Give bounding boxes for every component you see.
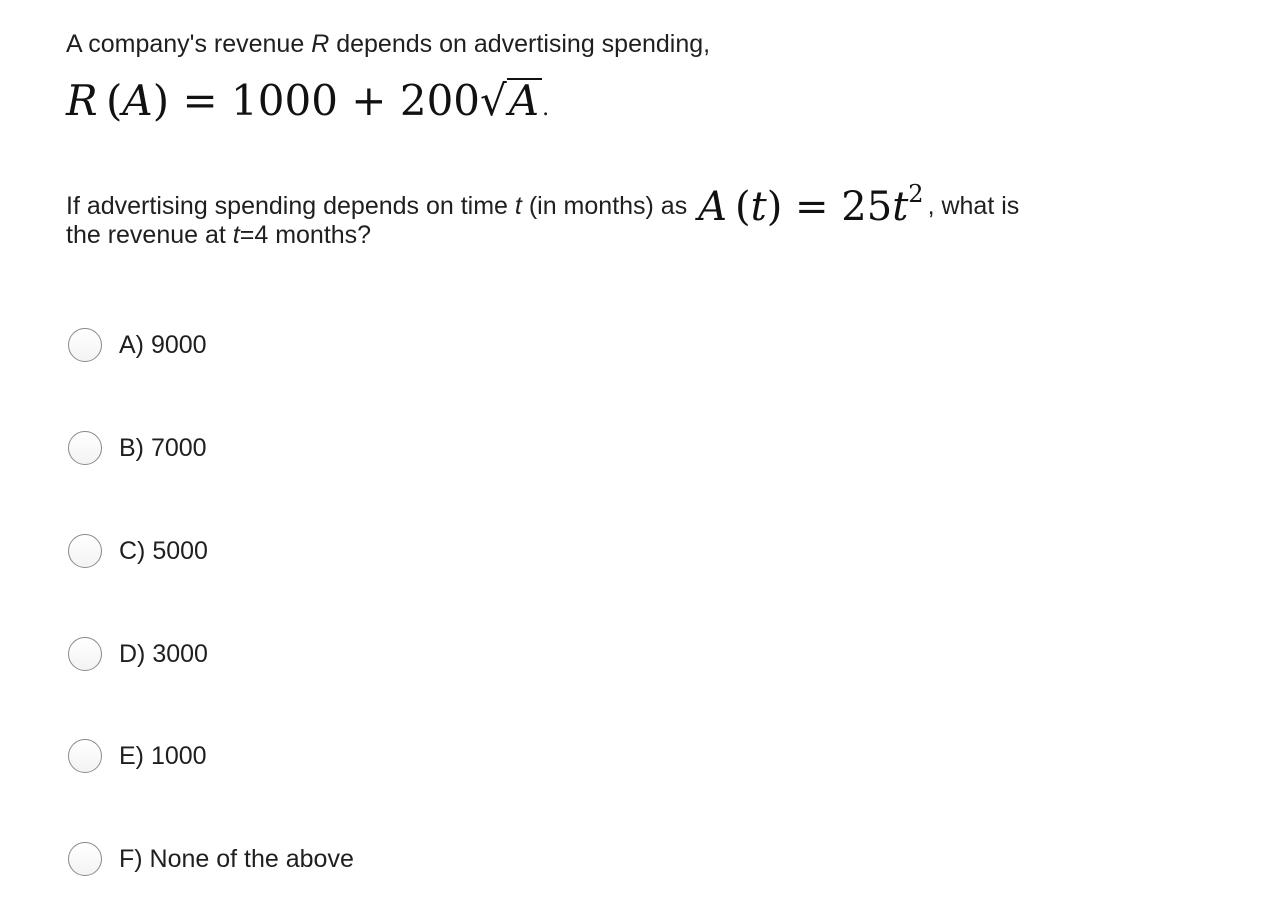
option-label: A) 9000 — [119, 330, 207, 359]
option-b[interactable] — [68, 428, 207, 468]
line3-rest: =4 months? — [239, 221, 372, 249]
spending-equation: A $(t) = 25t^2$ — [698, 180, 924, 230]
option-label: B) 7000 — [119, 433, 207, 462]
option-c[interactable] — [68, 531, 208, 571]
eq1-coef: 200 — [399, 76, 481, 125]
eq2-arg: t — [750, 184, 767, 230]
radio-button[interactable] — [68, 534, 102, 568]
radio-button[interactable] — [68, 739, 102, 773]
option-d[interactable] — [68, 634, 208, 674]
line2-end: , what is — [927, 192, 1020, 220]
revenue-variable: R — [311, 30, 330, 58]
revenue-equation: R (A) = 1000 + 200√A . — [66, 76, 550, 125]
question-line-3 — [66, 221, 371, 250]
option-label: F) None of the above — [119, 844, 354, 873]
time-variable: t — [514, 192, 522, 220]
radio-button[interactable] — [68, 637, 102, 671]
option-f[interactable] — [68, 839, 354, 879]
eq2-exponent: 2 — [908, 180, 924, 208]
eq2-func: A — [698, 184, 728, 230]
line3-text: the revenue at — [66, 221, 226, 249]
eq1-lhs-func: R — [66, 76, 98, 125]
line2-text: If advertising spending depends on time — [66, 192, 508, 220]
radio-button[interactable] — [68, 431, 102, 465]
question-line-1 — [66, 30, 710, 59]
eq1-radicand: A — [507, 78, 542, 122]
intro-rest: depends on advertising spending, — [336, 30, 711, 58]
eq1-lhs-arg: A — [122, 76, 153, 125]
eq1-rhs-const: 1000 — [231, 76, 338, 125]
question-line-2 — [66, 174, 1020, 230]
option-label: C) 5000 — [119, 536, 208, 565]
intro-text: A company's revenue — [66, 30, 305, 58]
eq1-plus: + — [351, 76, 387, 125]
radio-button[interactable] — [68, 328, 102, 362]
eq1-end: . — [542, 96, 550, 121]
square-root — [480, 74, 542, 125]
option-e[interactable] — [68, 736, 207, 776]
line2-rest: (in months) as — [528, 192, 688, 220]
option-a[interactable] — [68, 325, 207, 365]
radio-button[interactable] — [68, 842, 102, 876]
radical-sign: √ — [480, 76, 507, 125]
option-label: E) 1000 — [119, 741, 207, 770]
time-variable-2: t — [232, 221, 240, 249]
eq2-rhs: 25 — [841, 184, 893, 230]
option-label: D) 3000 — [119, 639, 208, 668]
eq2-var: t — [892, 184, 909, 230]
